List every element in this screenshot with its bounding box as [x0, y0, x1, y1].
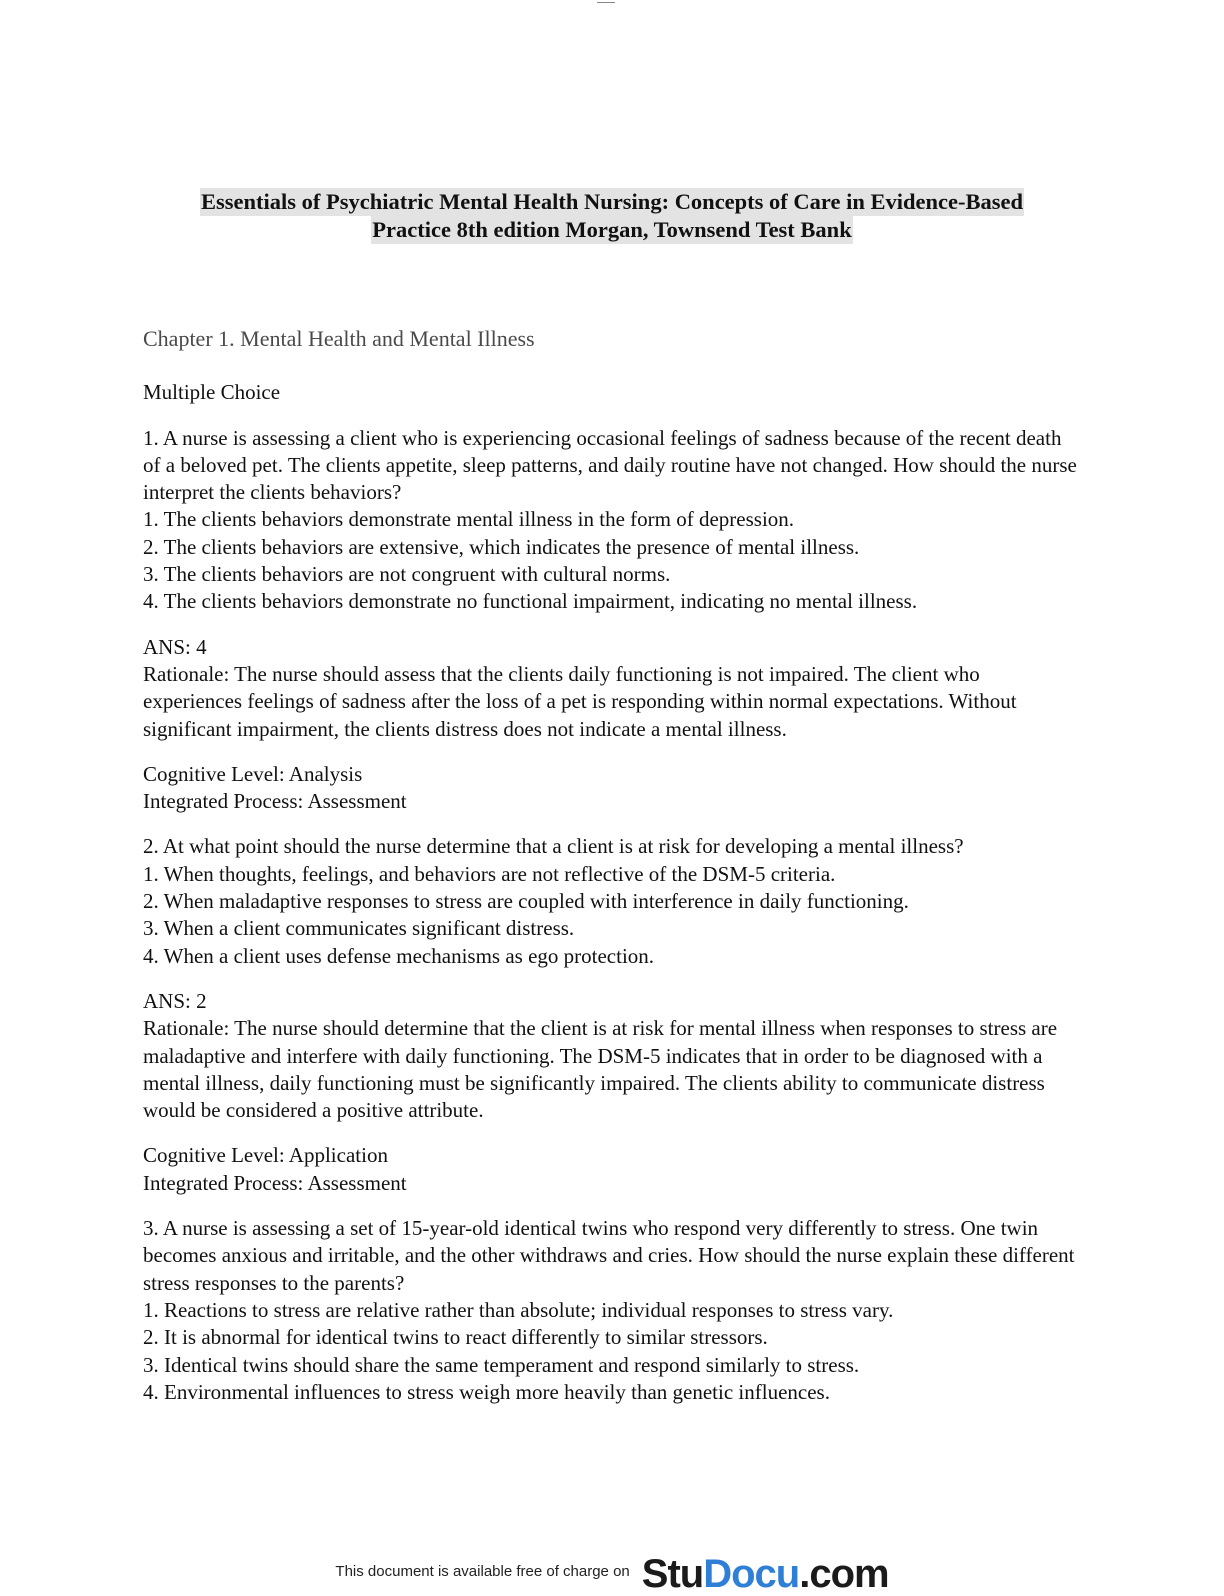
- question-stem: 3. A nurse is assessing a set of 15-year-old identical twins who respond very differently to stress. One twin becomes anxious and irritable, and the other withdraws and cries. How should the nurse explain these different stress responses to the parents?: [143, 1216, 1075, 1295]
- answer-block-2: [143, 988, 1083, 1124]
- studocu-footer: [0, 1536, 1224, 1596]
- answer-option: 1. Reactions to stress are relative rather than absolute; individual responses to stress vary.: [143, 1297, 894, 1322]
- question-stem: 1. A nurse is assessing a client who is experiencing occasional feelings of sadness because of the recent death of a beloved pet. The clients appetite, sleep patterns, and daily routine have not changed. How should the nurse interpret the clients behaviors?: [143, 425, 1077, 505]
- answer-option: 4. The clients behaviors demonstrate no functional impairment, indicating no mental illness.: [143, 589, 918, 614]
- document-body: [143, 325, 1083, 1424]
- title-line-2: Practice 8th edition Morgan, Townsend Test Bank: [372, 217, 852, 242]
- answer-option: 3. When a client communicates significant distress.: [143, 916, 575, 941]
- answer-key: ANS: 2: [143, 988, 207, 1013]
- title-line-1: Essentials of Psychiatric Mental Health Nursing: Concepts of Care in Evidence-Based: [200, 189, 1024, 214]
- footer-text: This document is available free of charge on: [335, 1563, 630, 1580]
- question-3: [143, 1215, 1083, 1406]
- question-stem: 2. At what point should the nurse determine that a client is at risk for developing a mental illness?: [143, 834, 964, 859]
- answer-option: 4. When a client uses defense mechanisms as ego protection.: [143, 943, 655, 968]
- cognitive-level: Cognitive Level: Analysis: [143, 761, 363, 786]
- logo-part-stu: Stu: [641, 1552, 704, 1596]
- document-title: [0, 188, 1224, 244]
- integrated-process: Integrated Process: Assessment: [143, 1170, 407, 1195]
- rationale: Rationale: The nurse should assess that the clients daily functioning is not impaired. The client who experiences feelings of sadness after the loss of a pet is responding within normal expectations. Without significant impairment, the clients distress does not indicate a mental illness.: [143, 661, 1017, 741]
- section-heading: Multiple Choice: [143, 380, 281, 405]
- answer-option: 2. When maladaptive responses to stress are coupled with interference in daily functioning.: [143, 889, 909, 914]
- answer-block-1: [143, 634, 1083, 743]
- answer-option: 1. When thoughts, feelings, and behaviors are not reflective of the DSM-5 criteria.: [143, 861, 836, 886]
- meta-block-2: [143, 1142, 1083, 1197]
- logo-part-docu: Docu: [703, 1552, 800, 1596]
- answer-key: ANS: 4: [143, 634, 207, 659]
- question-1: [143, 425, 1083, 616]
- rationale: Rationale: The nurse should determine that the client is at risk for mental illness when responses to stress are maladaptive and interfere with daily functioning. The DSM-5 indicates that in order to be diagnosed with a mental illness, daily functioning must be significantly impaired. The clients ability to communicate distress would be considered a positive attribute.: [143, 1016, 1058, 1123]
- page-top-mark: [597, 0, 615, 3]
- logo-part-com: .com: [799, 1552, 889, 1596]
- studocu-logo[interactable]: [642, 1554, 889, 1594]
- answer-option: 3. Identical twins should share the same temperament and respond similarly to stress.: [143, 1352, 860, 1377]
- answer-option: 2. It is abnormal for identical twins to react differently to similar stressors.: [143, 1325, 768, 1350]
- question-2: [143, 833, 1083, 969]
- integrated-process: Integrated Process: Assessment: [143, 789, 407, 814]
- answer-option: 3. The clients behaviors are not congruent with cultural norms.: [143, 562, 671, 587]
- answer-option: 4. Environmental influences to stress weigh more heavily than genetic influences.: [143, 1379, 830, 1404]
- chapter-heading: Chapter 1. Mental Health and Mental Illness: [143, 326, 535, 351]
- meta-block-1: [143, 761, 1083, 816]
- answer-option: 2. The clients behaviors are extensive, which indicates the presence of mental illness.: [143, 534, 860, 559]
- answer-option: 1. The clients behaviors demonstrate mental illness in the form of depression.: [143, 507, 795, 532]
- cognitive-level: Cognitive Level: Application: [143, 1143, 388, 1168]
